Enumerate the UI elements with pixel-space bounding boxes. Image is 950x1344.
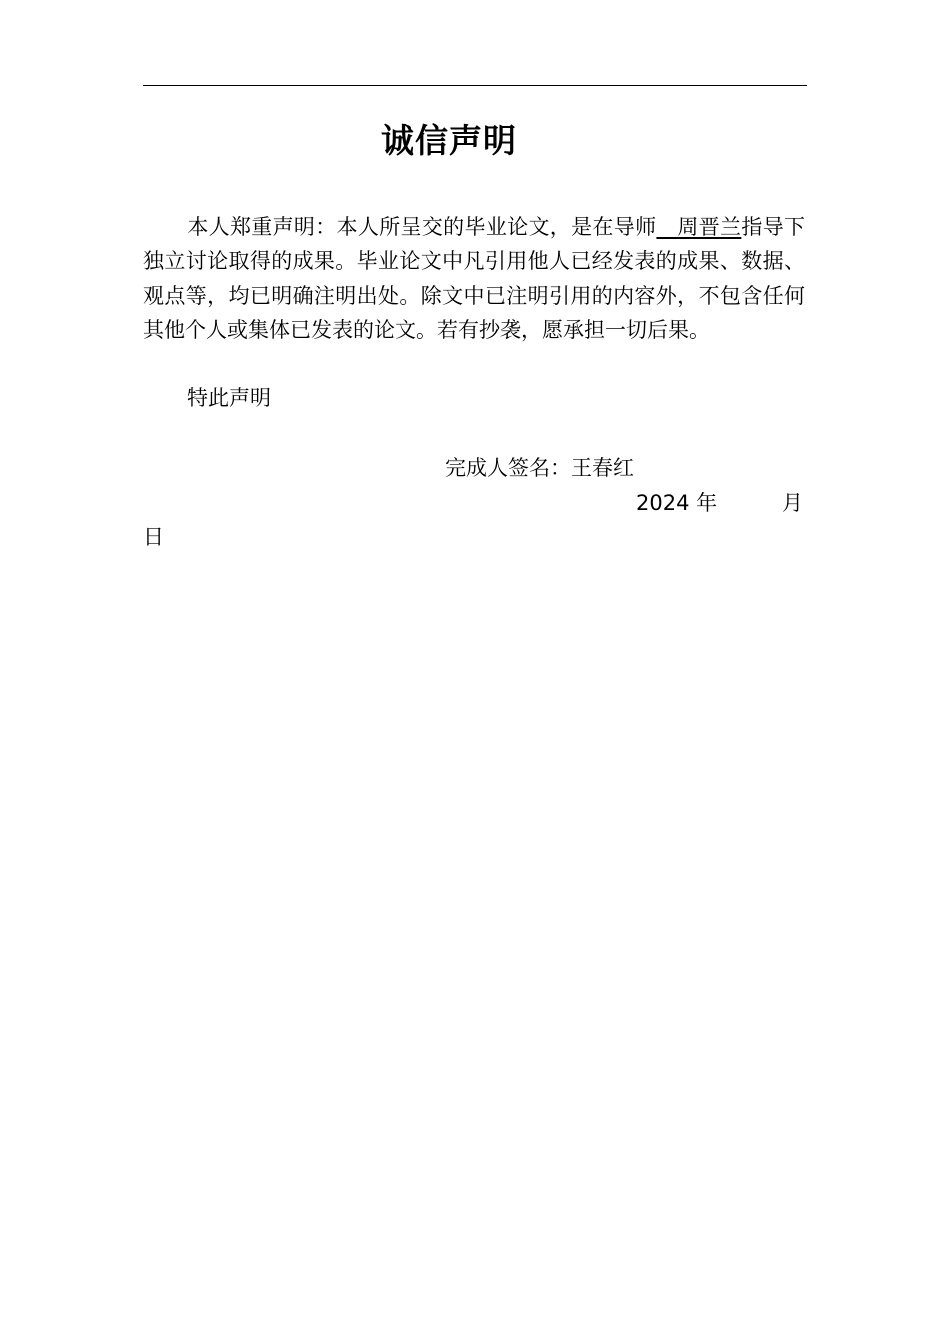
signature-label: 完成人签名： [445,456,571,480]
header-rule [143,85,807,86]
closing-statement: 特此声明 [187,386,271,410]
date-month: 月 [782,491,803,515]
page-title: 诚信声明 [381,121,517,160]
signature-name: 王春红 [571,456,634,480]
declaration-body: 指导下独立讨论取得的成果。毕业论文中凡引用他人已经发表的成果、数据、观点等，均已明确注明出处。除文中已注明引用的内容外，不包含任何其他个人或集体已发表的论文。若有抄袭，愿承担一切后果。 [143,215,806,343]
date-day: 日 [143,525,164,549]
advisor-name: 周晋兰 [656,215,742,239]
declaration-paragraph [143,210,805,348]
date-year: 2024 年 [636,491,718,515]
signature-line [445,451,634,485]
declaration-intro: 本人郑重声明：本人所呈交的毕业论文，是在导师 [187,215,657,239]
